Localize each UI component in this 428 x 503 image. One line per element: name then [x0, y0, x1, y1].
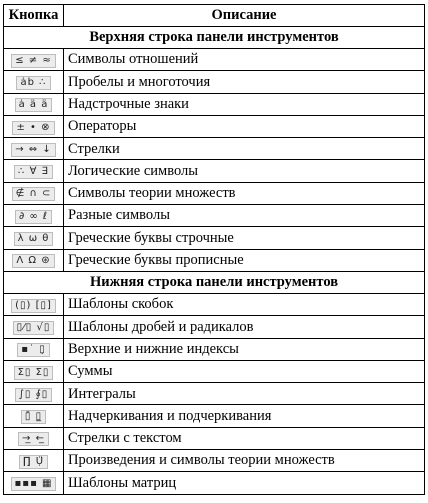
description-cell: Шаблоны дробей и радикалов: [64, 316, 425, 338]
description-cell: Символы теории множеств: [64, 182, 425, 204]
subscript-superscript-icon: ▪˙ ▯̣: [17, 343, 49, 357]
summation-icon: Σ▯ Σ▯: [14, 366, 54, 380]
description-cell: Греческие буквы прописные: [64, 249, 425, 271]
table-row: [4, 360, 425, 382]
button-cell: [4, 360, 64, 382]
button-cell: [4, 450, 64, 472]
button-cell: [4, 182, 64, 204]
header-button-column: Кнопка: [4, 5, 64, 27]
table-row: [4, 115, 425, 137]
header-description-column: Описание: [64, 5, 425, 27]
button-cell: [4, 472, 64, 494]
table-row: [4, 338, 425, 360]
table-row: [4, 160, 425, 182]
description-cell: Шаблоны матриц: [64, 472, 425, 494]
description-cell: Суммы: [64, 360, 425, 382]
button-cell: [4, 405, 64, 427]
description-cell: Стрелки с текстом: [64, 427, 425, 449]
table-header-row: [4, 5, 425, 27]
section-heading-row: [4, 271, 425, 293]
table-row: [4, 205, 425, 227]
section-title: Нижняя строка панели инструментов: [4, 271, 425, 293]
description-cell: Надстрочные знаки: [64, 93, 425, 115]
button-cell: [4, 338, 64, 360]
table-row: [4, 249, 425, 271]
button-cell: [4, 138, 64, 160]
misc-symbols-icon: ∂ ∞ ℓ: [15, 210, 52, 224]
description-cell: Логические символы: [64, 160, 425, 182]
table-row: [4, 293, 425, 315]
table-row: [4, 182, 425, 204]
description-cell: Пробелы и многоточия: [64, 71, 425, 93]
button-cell: [4, 93, 64, 115]
description-cell: Разные символы: [64, 205, 425, 227]
button-cell: [4, 316, 64, 338]
table-row: [4, 227, 425, 249]
labeled-arrows-icon: →̲ ←̲: [18, 432, 49, 446]
products-icon: ∏̣ Ụ̈: [19, 455, 48, 469]
table-row: [4, 427, 425, 449]
table-row: [4, 93, 425, 115]
table-row: [4, 383, 425, 405]
button-cell: [4, 227, 64, 249]
button-cell: [4, 293, 64, 315]
description-cell: Верхние и нижние индексы: [64, 338, 425, 360]
underbar-overbar-icon: ▯̄ ▯̲: [21, 410, 46, 424]
toolbar-buttons-table: [3, 4, 425, 495]
logic-icon: ∴ ∀ ∃: [14, 165, 53, 179]
button-cell: [4, 205, 64, 227]
description-cell: Надчеркивания и подчеркивания: [64, 405, 425, 427]
operators-icon: ± • ⊗: [12, 121, 54, 135]
description-cell: Стрелки: [64, 138, 425, 160]
description-cell: Интегралы: [64, 383, 425, 405]
fence-templates-icon: (▯) [▯]: [11, 299, 56, 313]
button-cell: [4, 115, 64, 137]
button-cell: [4, 49, 64, 71]
button-cell: [4, 249, 64, 271]
table-row: [4, 405, 425, 427]
section-title: Верхняя строка панели инструментов: [4, 27, 425, 49]
embellishments-icon: ȧ ä ä: [15, 98, 53, 112]
greek-lower-icon: λ ω θ: [14, 232, 54, 246]
button-cell: [4, 383, 64, 405]
set-theory-icon: ∉ ∩ ⊂: [12, 187, 56, 201]
integral-icon: ∫▯ ∮▯: [15, 388, 53, 402]
arrows-icon: → ⇔ ↓: [11, 143, 56, 157]
description-cell: Символы отношений: [64, 49, 425, 71]
table-row: [4, 49, 425, 71]
spaces-ellipsis-icon: ȧb ∴: [16, 76, 50, 90]
description-cell: Произведения и символы теории множеств: [64, 450, 425, 472]
table-row: [4, 472, 425, 494]
table-row: [4, 71, 425, 93]
description-cell: Операторы: [64, 115, 425, 137]
button-cell: [4, 427, 64, 449]
description-cell: Греческие буквы строчные: [64, 227, 425, 249]
fraction-radical-icon: ▯⁄▯ √▯: [13, 321, 55, 335]
description-cell: Шаблоны скобок: [64, 293, 425, 315]
table-row: [4, 316, 425, 338]
matrix-icon: ▪▪▪ ▦: [11, 477, 57, 491]
button-cell: [4, 71, 64, 93]
table-row: [4, 138, 425, 160]
greek-upper-icon: Λ Ω ⊛: [12, 254, 54, 268]
table-row: [4, 450, 425, 472]
section-heading-row: [4, 27, 425, 49]
button-cell: [4, 160, 64, 182]
relations-icon: ≤ ≠ ≈: [11, 54, 56, 68]
